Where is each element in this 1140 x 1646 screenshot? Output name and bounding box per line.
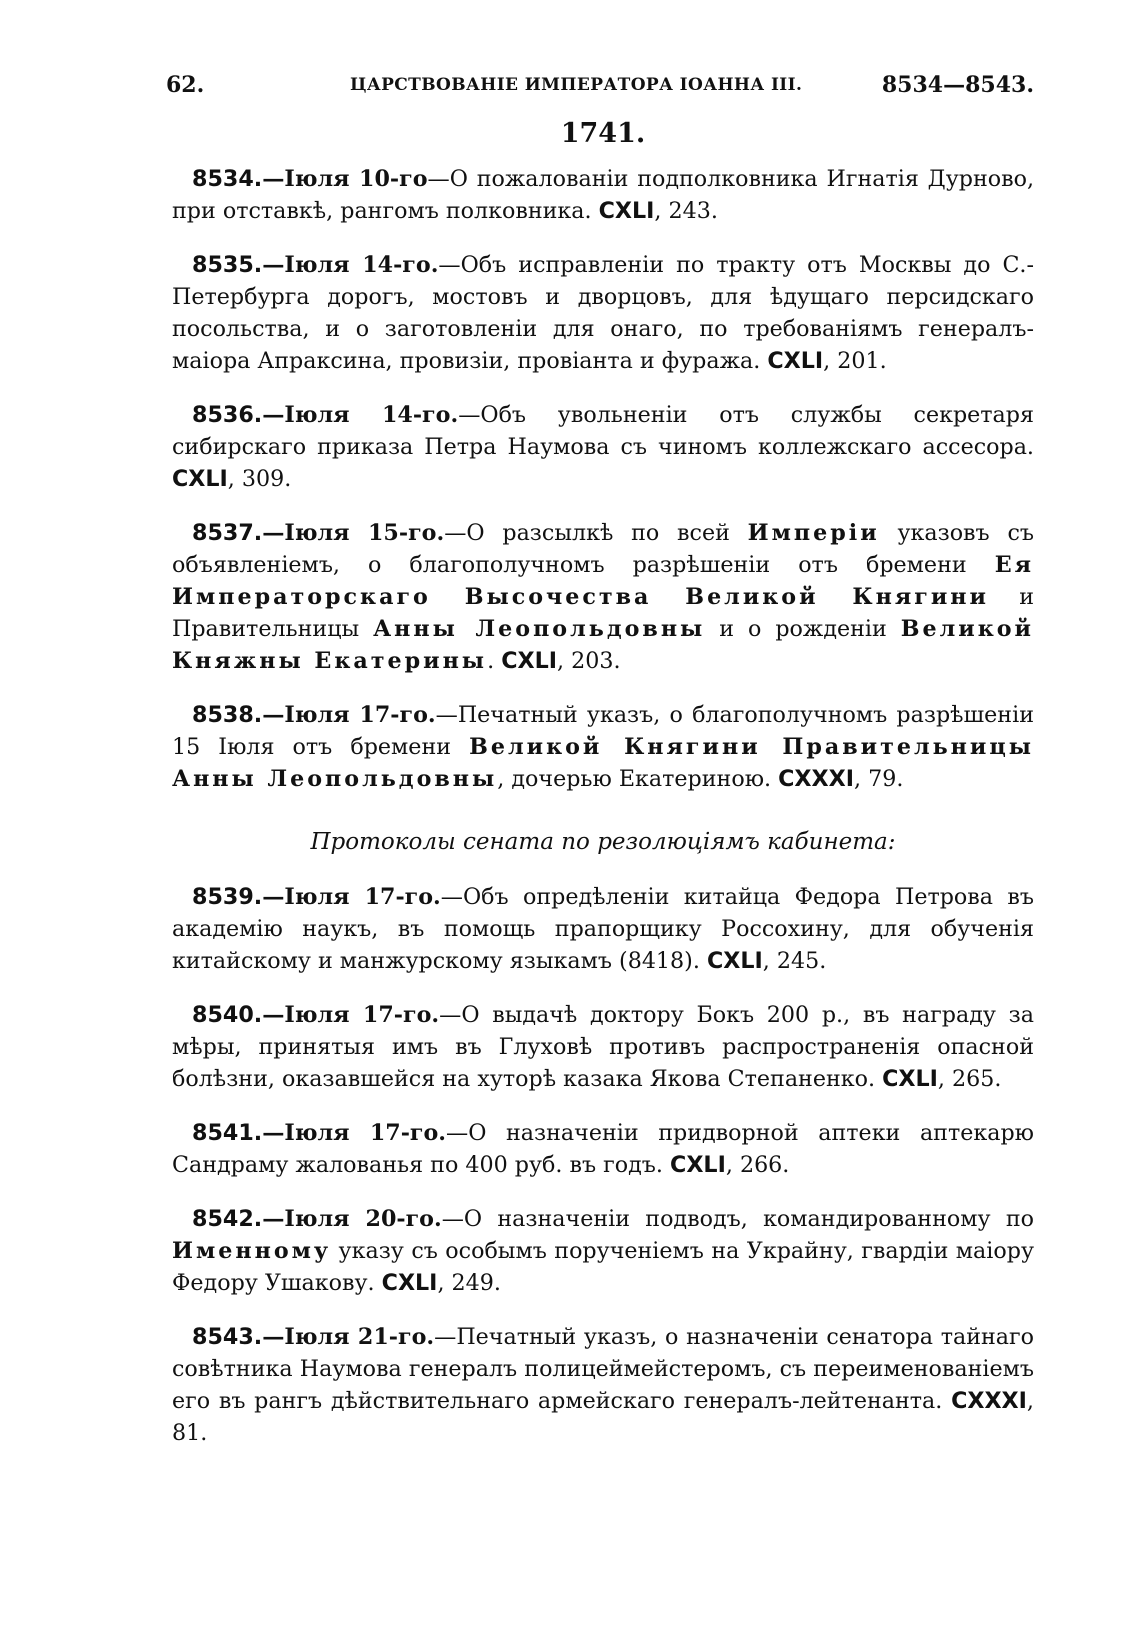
entry-volume-ref: CXLI: [767, 348, 824, 374]
spaced-title: Великой Княгини Правительницы Анны Леопольдовны: [172, 734, 1034, 792]
law-entry: [172, 399, 1034, 495]
law-entry: [172, 1117, 1034, 1181]
law-entry: [172, 1203, 1034, 1299]
entry-volume-ref: CXLI: [172, 466, 228, 492]
entry-text: —О выдачѣ доктору Бокъ 200 р., въ награду за мѣры, принятыя имъ въ Глуховѣ противъ распространенія опасной болѣзни, оказавшейся на хуторѣ казака Якова Степаненко.: [172, 1002, 1034, 1092]
entry-date: —Іюля 15-го.: [262, 520, 445, 546]
entry-page-ref: , 266.: [725, 1152, 790, 1178]
entry-text: —О разсылкѣ по всей: [444, 520, 748, 546]
entry-date: —Іюля 20-го.: [262, 1206, 442, 1232]
entry-text: —Объ опредѣленіи китайца Федора Петрова въ академію наукъ, въ помощь прапорщику Россохину, для обученія китайскому и манжурскому языкамъ (8418).: [172, 884, 1034, 974]
entry-range: 8534—8543.: [881, 72, 1034, 98]
entry-number: 8541.: [192, 1120, 263, 1146]
entry-text: .: [487, 648, 495, 674]
spaced-title: Ея Императорскаго Высочества Великой Княгини: [172, 552, 1034, 610]
entry-date: —Іюля 14-го.: [262, 402, 459, 428]
entry-text: —Объ исправленіи по тракту отъ Москвы до С.-Петербурга дорогъ, мостовъ и дворцовъ, для ѣдущаго персидскаго посольства, и о заготовленіи для онаго, по требованіямъ генералъ-маіора Апраксина, провизіи, провіанта и фуража.: [172, 252, 1034, 374]
entry-text: указу съ особымъ порученіемъ на Украйну, гвардіи маіору Федору Ушакову.: [172, 1238, 1034, 1296]
entry-number: 8542.: [192, 1206, 263, 1232]
entry-page-ref: , 243.: [654, 198, 718, 224]
entry-number: 8540.: [192, 1002, 263, 1028]
entry-date: —Іюля 10-го: [262, 166, 428, 192]
entry-number: 8538.: [192, 702, 263, 728]
entry-page-ref: , 249.: [437, 1270, 501, 1296]
entry-page-ref: , 81.: [172, 1388, 1034, 1446]
law-entry: [172, 163, 1034, 227]
entry-text: —Объ увольненіи отъ службы секретаря сибирскаго приказа Петра Наумова съ чиномъ коллежскаго ассесора.: [172, 402, 1034, 460]
entry-volume-ref: CXXXI: [778, 766, 854, 792]
entry-date: —Іюля 21-го.: [262, 1324, 435, 1350]
entry-date: —Іюля 17-го.: [262, 702, 436, 728]
entry-text: , дочерью Екатериною.: [497, 766, 772, 792]
entry-date: —Іюля 17-го.: [262, 1002, 440, 1028]
entry-number: 8543.: [192, 1324, 263, 1350]
entry-date: —Іюля 17-го.: [262, 884, 441, 910]
year-heading: 1741.: [560, 118, 646, 149]
entry-text: —О назначеніи придворной аптеки аптекарю Сандраму жалованья по 400 руб. въ годъ.: [172, 1120, 1034, 1178]
entry-text: —О назначеніи подводъ, командированному по: [441, 1206, 1034, 1232]
law-entry: [172, 517, 1034, 677]
page-number: 62.: [166, 72, 205, 98]
entry-number: 8537.: [192, 520, 263, 546]
law-entry: [172, 1321, 1034, 1449]
entry-volume-ref: CXLI: [882, 1066, 938, 1092]
entry-volume-ref: CXLI: [501, 648, 557, 674]
spaced-title: Великой Княжны Екатерины: [172, 616, 1035, 674]
entry-date: —Іюля 14-го.: [262, 252, 439, 278]
entry-text: указовъ съ объявленіемъ, о благополучномъ разрѣшеніи отъ бремени: [172, 520, 1034, 578]
spaced-title: Имперіи: [747, 520, 880, 546]
entry-number: 8539.: [192, 884, 263, 910]
entry-text: —Печатный указъ, о благополучномъ разрѣшеніи 15 Іюля отъ бремени: [172, 702, 1034, 760]
entry-number: 8535.: [192, 252, 263, 278]
entry-page-ref: , 203.: [556, 648, 621, 674]
spaced-title: Анны Леопольдовны: [373, 616, 706, 642]
entry-text: и Правительницы: [172, 584, 1035, 642]
running-header: [166, 72, 1034, 102]
law-entry: [172, 999, 1034, 1095]
document-page: [166, 72, 1035, 1471]
entry-page-ref: , 309.: [227, 466, 292, 492]
entry-text: и о рожденіи: [705, 616, 901, 642]
entry-text: —Печатный указъ, о назначеніи сенатора тайнаго совѣтника Наумова генералъ полицеймейстеромъ, съ переименованіемъ его въ рангъ дѣйствительнаго армейскаго генералъ-лейтенанта.: [172, 1324, 1034, 1414]
spaced-title: Именному: [172, 1238, 332, 1264]
entry-page-ref: , 265.: [937, 1066, 1002, 1092]
entry-volume-ref: CXXXI: [951, 1388, 1027, 1414]
entry-volume-ref: CXLI: [706, 948, 763, 974]
entry-volume-ref: CXLI: [598, 198, 655, 224]
entry-page-ref: , 79.: [853, 766, 904, 792]
section-heading: Протоколы сената по резолюціямъ кабинета:: [310, 829, 896, 855]
entry-date: —Іюля 17-го.: [262, 1120, 447, 1146]
running-title: ЦАРСТВОВАНІЕ ИМПЕРАТОРА ІОАННА III.: [350, 75, 803, 95]
law-entry: [172, 699, 1034, 795]
entry-number: 8534.: [192, 166, 263, 192]
entry-number: 8536.: [192, 402, 263, 428]
entry-page-ref: , 201.: [823, 348, 887, 374]
entry-volume-ref: CXLI: [670, 1152, 726, 1178]
entry-text: —О пожалованіи подполковника Игнатія Дурново, при отставкѣ, рангомъ полковника.: [172, 166, 1034, 224]
entry-volume-ref: CXLI: [381, 1270, 438, 1296]
entry-page-ref: , 245.: [762, 948, 827, 974]
law-entry: [172, 249, 1034, 377]
law-entry: [172, 881, 1034, 977]
